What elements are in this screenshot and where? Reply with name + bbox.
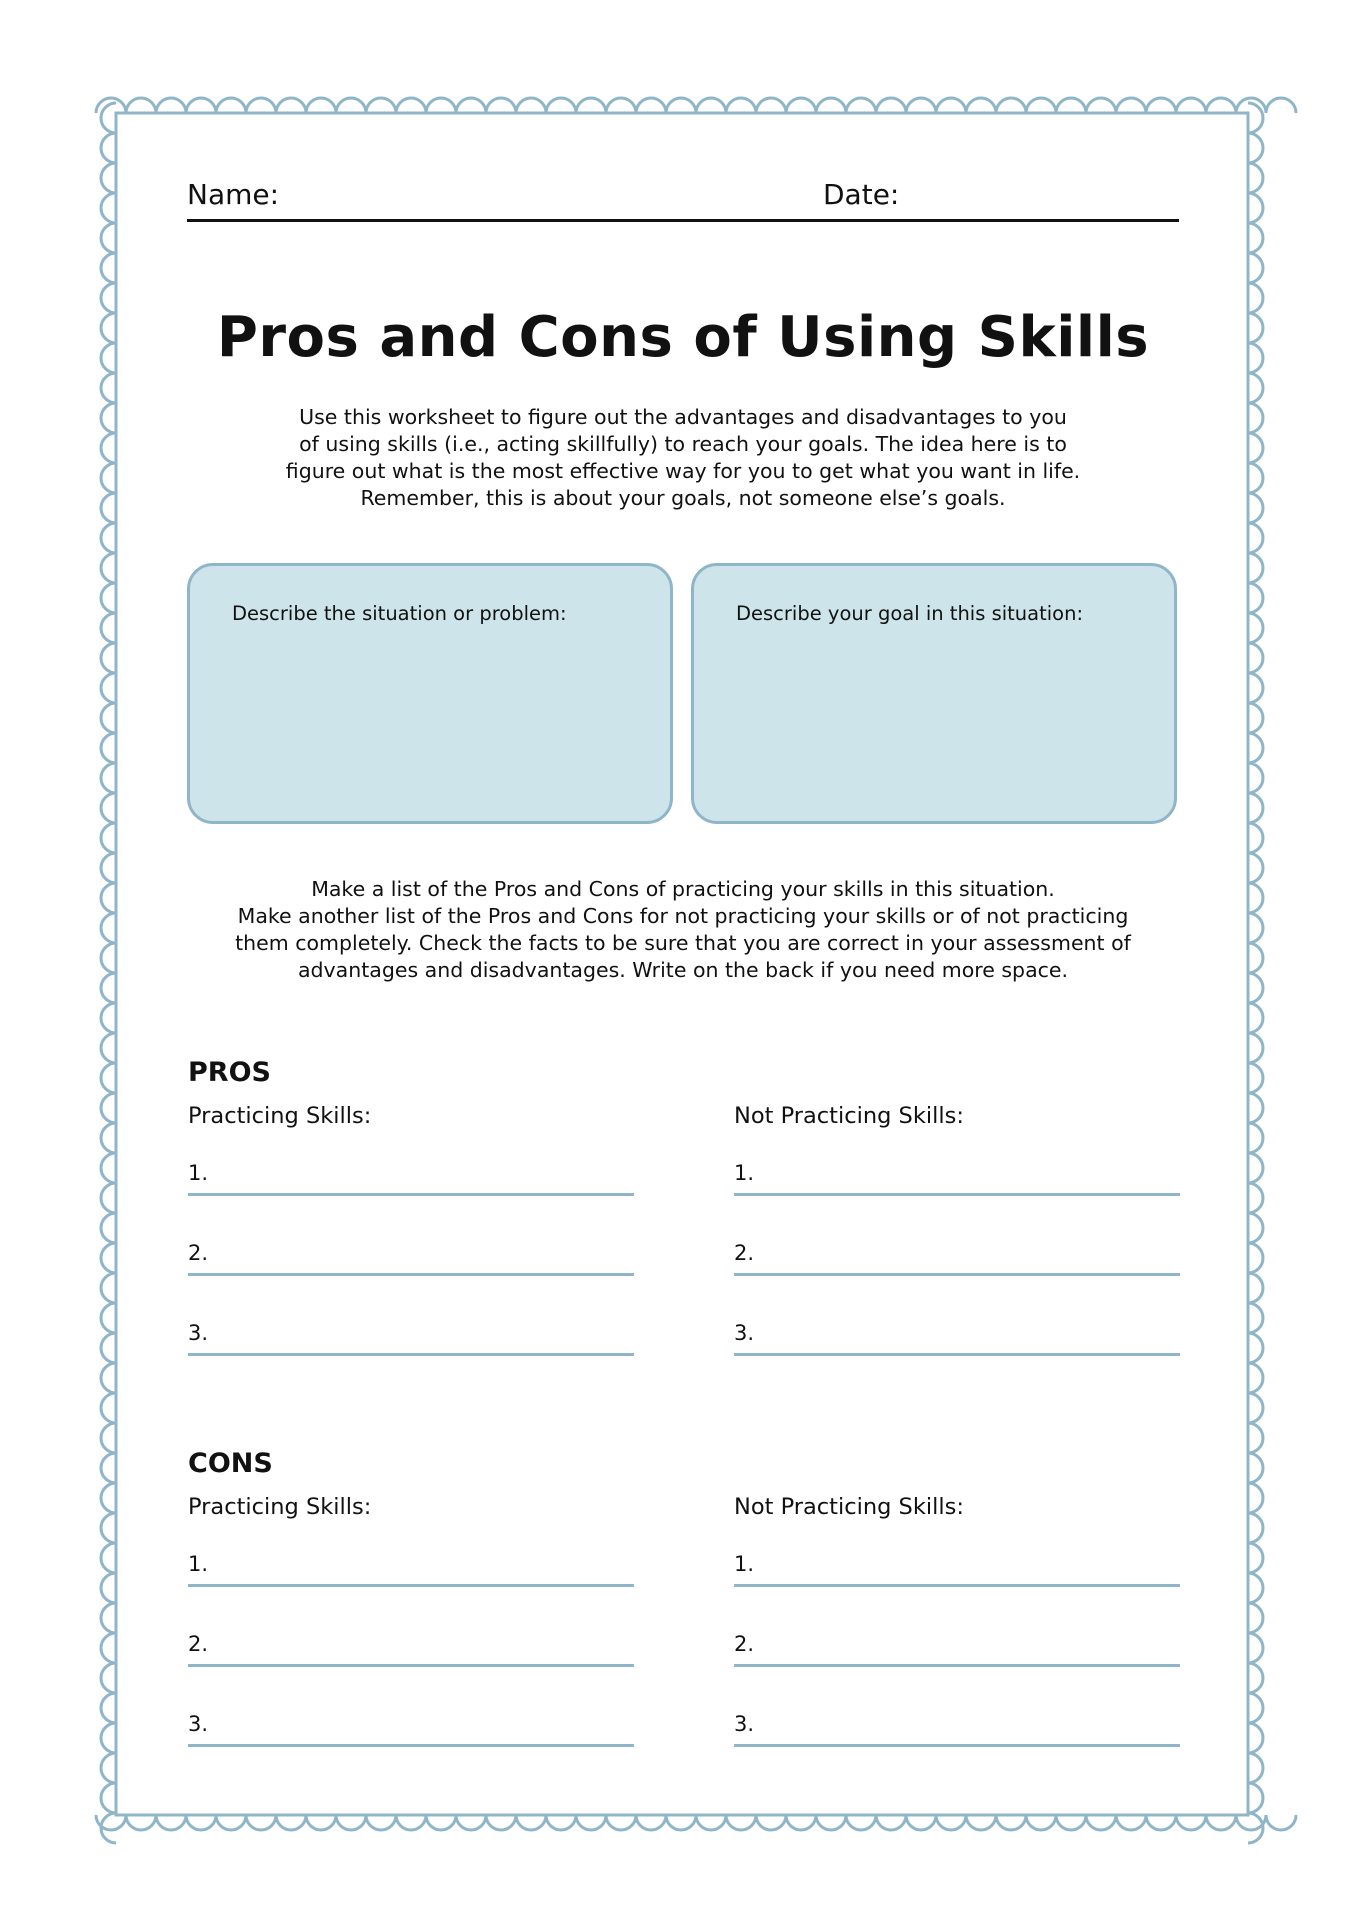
answer-line bbox=[734, 1273, 1180, 1276]
cons-practicing-item[interactable] bbox=[188, 1552, 634, 1582]
item-number: 1. bbox=[188, 1161, 209, 1185]
answer-line bbox=[188, 1193, 634, 1196]
cons-practicing-label: Practicing Skills: bbox=[188, 1494, 372, 1520]
pros-not-practicing-item[interactable] bbox=[734, 1161, 1180, 1191]
name-label: Name: bbox=[187, 178, 280, 211]
answer-line bbox=[734, 1193, 1180, 1196]
item-number: 1. bbox=[734, 1552, 755, 1576]
intro-paragraph bbox=[187, 404, 1179, 512]
pros-not-practicing-label: Not Practicing Skills: bbox=[734, 1103, 964, 1129]
answer-line bbox=[188, 1584, 634, 1587]
item-number: 3. bbox=[734, 1321, 755, 1345]
answer-line bbox=[188, 1744, 634, 1747]
answer-line bbox=[734, 1353, 1180, 1356]
answer-line bbox=[188, 1273, 634, 1276]
item-number: 2. bbox=[734, 1632, 755, 1656]
pros-practicing-item[interactable] bbox=[188, 1321, 634, 1351]
item-number: 2. bbox=[188, 1241, 209, 1265]
answer-line bbox=[188, 1664, 634, 1667]
page-title: Pros and Cons of Using Skills bbox=[216, 305, 1150, 370]
pros-not-practicing-item[interactable] bbox=[734, 1321, 1180, 1351]
cons-heading: CONS bbox=[188, 1448, 273, 1479]
cons-not-practicing-item[interactable] bbox=[734, 1712, 1180, 1742]
instructions-paragraph bbox=[187, 876, 1179, 984]
instructions-line: advantages and disadvantages. Write on the back if you need more space. bbox=[297, 958, 1069, 982]
goal-label: Describe your goal in this situation: bbox=[736, 602, 1084, 625]
instructions-line: them completely. Check the facts to be sure that you are correct in your assessment of bbox=[235, 931, 1131, 955]
answer-line bbox=[188, 1353, 634, 1356]
answer-line bbox=[734, 1744, 1180, 1747]
cons-practicing-item[interactable] bbox=[188, 1632, 634, 1662]
intro-line: Use this worksheet to figure out the advantages and disadvantages to you bbox=[299, 405, 1067, 429]
intro-line: of using skills (i.e., acting skillfully) to reach your goals. The idea here is to bbox=[299, 432, 1067, 456]
item-number: 3. bbox=[188, 1321, 209, 1345]
date-label: Date: bbox=[823, 178, 900, 211]
pros-not-practicing-item[interactable] bbox=[734, 1241, 1180, 1271]
instructions-line: Make another list of the Pros and Cons for not practicing your skills or of not practicing bbox=[237, 904, 1129, 928]
cons-not-practicing-item[interactable] bbox=[734, 1552, 1180, 1582]
cons-practicing-item[interactable] bbox=[188, 1712, 634, 1742]
item-number: 1. bbox=[734, 1161, 755, 1185]
pros-heading: PROS bbox=[188, 1057, 271, 1088]
item-number: 1. bbox=[188, 1552, 209, 1576]
item-number: 3. bbox=[734, 1712, 755, 1736]
instructions-line: Make a list of the Pros and Cons of practicing your skills in this situation. bbox=[311, 877, 1055, 901]
name-date-line[interactable] bbox=[187, 219, 1179, 222]
situation-label: Describe the situation or problem: bbox=[232, 602, 567, 625]
intro-line: figure out what is the most effective way for you to get what you want in life. bbox=[285, 459, 1081, 483]
item-number: 2. bbox=[734, 1241, 755, 1265]
cons-not-practicing-item[interactable] bbox=[734, 1632, 1180, 1662]
item-number: 3. bbox=[188, 1712, 209, 1736]
intro-line: Remember, this is about your goals, not someone else’s goals. bbox=[360, 486, 1006, 510]
goal-box[interactable] bbox=[691, 563, 1177, 824]
item-number: 2. bbox=[188, 1632, 209, 1656]
pros-practicing-item[interactable] bbox=[188, 1161, 634, 1191]
answer-line bbox=[734, 1664, 1180, 1667]
pros-practicing-item[interactable] bbox=[188, 1241, 634, 1271]
situation-box[interactable] bbox=[187, 563, 673, 824]
pros-practicing-label: Practicing Skills: bbox=[188, 1103, 372, 1129]
cons-not-practicing-label: Not Practicing Skills: bbox=[734, 1494, 964, 1520]
answer-line bbox=[734, 1584, 1180, 1587]
